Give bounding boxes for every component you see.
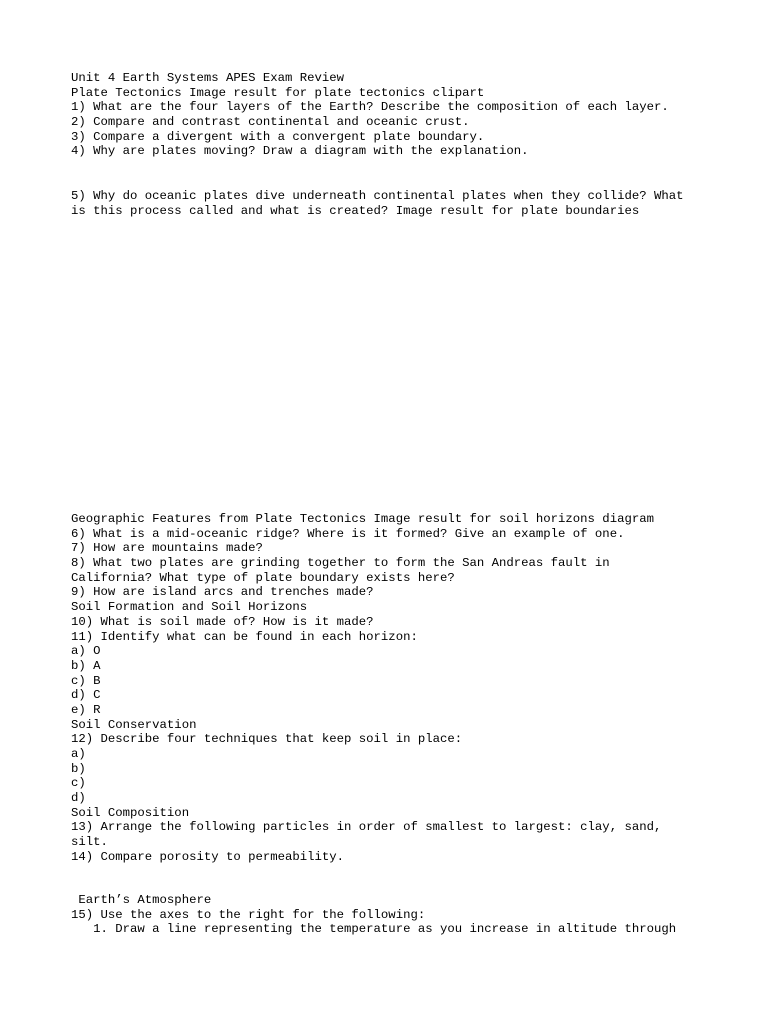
horizon-item-a: b) A bbox=[71, 658, 101, 673]
question-2: 2) Compare and contrast continental and oceanic crust. bbox=[71, 115, 470, 130]
question-10: 10) What is soil made of? How is it made? bbox=[71, 614, 374, 629]
question-15-item-1: 1. Draw a line representing the temperature as you increase in altitude through bbox=[71, 922, 677, 937]
section-heading-soil-composition: Soil Composition bbox=[71, 805, 190, 820]
question-14: 14) Compare porosity to permeability. bbox=[71, 849, 345, 864]
question-6: 6) What is a mid-oceanic ridge? Where is it formed? Give an example of one. bbox=[71, 526, 625, 541]
section-heading-soil-formation: Soil Formation and Soil Horizons bbox=[71, 600, 308, 615]
horizon-item-r: e) R bbox=[71, 702, 101, 717]
technique-item-c: c) bbox=[71, 776, 86, 791]
question-9: 9) How are island arcs and trenches made? bbox=[71, 585, 374, 600]
question-13-line-1: 13) Arrange the following particles in order of smallest to largest: clay, sand, bbox=[71, 820, 662, 835]
question-12: 12) Describe four techniques that keep soil in place: bbox=[71, 732, 463, 747]
section-heading-atmosphere: Earth’s Atmosphere bbox=[71, 893, 212, 907]
question-3: 3) Compare a divergent with a convergent plate boundary. bbox=[71, 129, 485, 144]
question-8-line-1: 8) What two plates are grinding together to form the San Andreas fault in bbox=[71, 556, 610, 571]
technique-item-a: a) bbox=[71, 747, 86, 761]
technique-item-b: b) bbox=[71, 761, 86, 776]
question-13-line-2: silt. bbox=[71, 835, 108, 850]
question-5-block bbox=[71, 189, 711, 218]
exam-header-and-plate-tectonics bbox=[71, 71, 711, 159]
section-heading-plate-tectonics: Plate Tectonics Image result for plate tectonics clipart bbox=[71, 85, 485, 100]
atmosphere-section bbox=[71, 893, 711, 937]
horizon-item-c: d) C bbox=[71, 688, 101, 703]
question-1: 1) What are the four layers of the Earth? Describe the composition of each layer. bbox=[71, 100, 669, 115]
question-15: 15) Use the axes to the right for the following: bbox=[71, 907, 426, 922]
section-heading-geographic-features: Geographic Features from Plate Tectonics Image result for soil horizons diagram bbox=[71, 512, 654, 526]
technique-item-d: d) bbox=[71, 791, 86, 806]
geographic-and-soil-section bbox=[71, 512, 711, 865]
question-5-line-1: 5) Why do oceanic plates dive underneath continental plates when they collide? What bbox=[71, 189, 684, 203]
question-8-line-2: California? What type of plate boundary exists here? bbox=[71, 570, 455, 585]
document-title: Unit 4 Earth Systems APES Exam Review bbox=[71, 71, 345, 85]
question-7: 7) How are mountains made? bbox=[71, 541, 263, 556]
horizon-item-b: c) B bbox=[71, 673, 101, 688]
question-11: 11) Identify what can be found in each horizon: bbox=[71, 629, 418, 644]
section-heading-soil-conservation: Soil Conservation bbox=[71, 717, 197, 732]
horizon-item-o: a) O bbox=[71, 644, 101, 659]
question-5-line-2: is this process called and what is created? Image result for plate boundaries bbox=[71, 203, 640, 218]
question-4: 4) Why are plates moving? Draw a diagram with the explanation. bbox=[71, 144, 529, 159]
